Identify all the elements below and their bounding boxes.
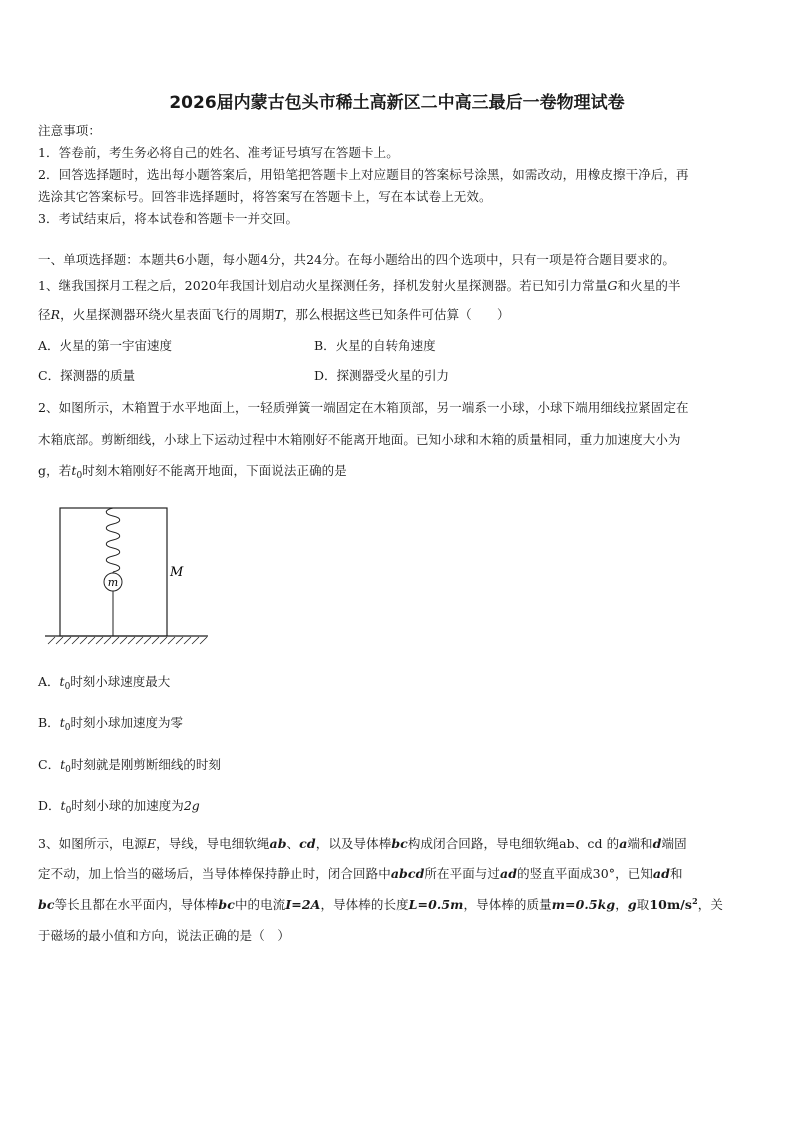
q3-stem-line4: 于磁场的最小值和方向，说法正确的是（ ）: [38, 928, 291, 943]
q2-stem-line2: 木箱底部。剪断细线，小球上下运动过程中木箱刚好不能离开地面。已知小球和木箱的质量相同，重力加速度大小为: [38, 432, 681, 447]
notice-item-3: 3．考试结束后，将本试卷和答题卡一并交回。: [38, 211, 299, 226]
q3-stem-line3: bc等长且都在水平面内，导体棒bc中的电流I=2A，导体棒的长度L=0.5m，导体棒的质量m=0.5kg，g取$10m/s^2$，关: [38, 896, 723, 912]
notice-item-2: 2．回答选择题时，选出每小题答案后，用铅笔把答题卡上对应题目的答案标号涂黑，如需改动，用橡皮擦干净后，再: [38, 167, 689, 182]
box-mass-label: M: [170, 565, 184, 580]
q1-option-a: A．火星的第一宇宙速度: [38, 338, 173, 353]
notice-item-2-cont: 选涂其它答案标号。回答非选择题时，将答案写在答题卡上，写在本试卷上无效。: [38, 189, 492, 204]
section-heading: 一、单项选择题：本题共6小题，每小题4分，共24分。在每小题给出的四个选项中，只有一项是符合题目要求的。: [38, 252, 676, 267]
q2-option-c: C．$t_0$时刻就是刚剪断细线的时刻: [38, 757, 221, 775]
q1-option-d: D．探测器受火星的引力: [314, 368, 450, 383]
page-title: 2026届内蒙古包头市稀土高新区二中高三最后一卷物理试卷: [169, 93, 625, 113]
spring: [106, 508, 120, 572]
ball-label: m: [107, 576, 119, 589]
notice-heading: 注意事项：: [38, 123, 102, 138]
q3-stem-line1: 3、如图所示，电源E，导线，导电细软绳ab、cd，以及导体棒bc构成闭合回路，导电细软绳ab、cd 的a端和d端固: [38, 836, 687, 851]
q1-stem-line1: 1、继我国探月工程之后，2020年我国计划启动火星探测任务，择机发射火星探测器。若已知引力常量G和火星的半: [38, 278, 681, 293]
q2-stem-line3: g，若$t_0$时刻木箱刚好不能离开地面，下面说法正确的是: [38, 463, 347, 481]
q2-option-d: D．$t_0$时刻小球的加速度为2g: [38, 798, 200, 816]
q2-option-b: B．$t_0$时刻小球加速度为零: [38, 715, 183, 733]
q1-stem-line2: 径R，火星探测器环绕火星表面飞行的周期T，那么根据这些已知条件可估算（ ）: [38, 307, 510, 322]
notice-item-1: 1．答卷前，考生务必将自己的姓名、准考证号填写在答题卡上。: [38, 145, 399, 160]
q1-option-b: B．火星的自转角速度: [314, 338, 436, 353]
spring-box-figure: [40, 500, 220, 650]
ground-hatch: [48, 637, 207, 644]
q2-stem-line1: 2、如图所示，木箱置于水平地面上，一轻质弹簧一端固定在木箱顶部，另一端系一小球，小球下端用细线拉紧固定在: [38, 400, 689, 415]
q1-option-c: C．探测器的质量: [38, 368, 136, 383]
q2-option-a: A．$t_0$时刻小球速度最大: [38, 674, 171, 692]
q3-stem-line2: 定不动，加上恰当的磁场后，当导体棒保持静止时，闭合回路中abcd所在平面与过ad的竖直平面成30°，已知ad和: [38, 866, 683, 881]
